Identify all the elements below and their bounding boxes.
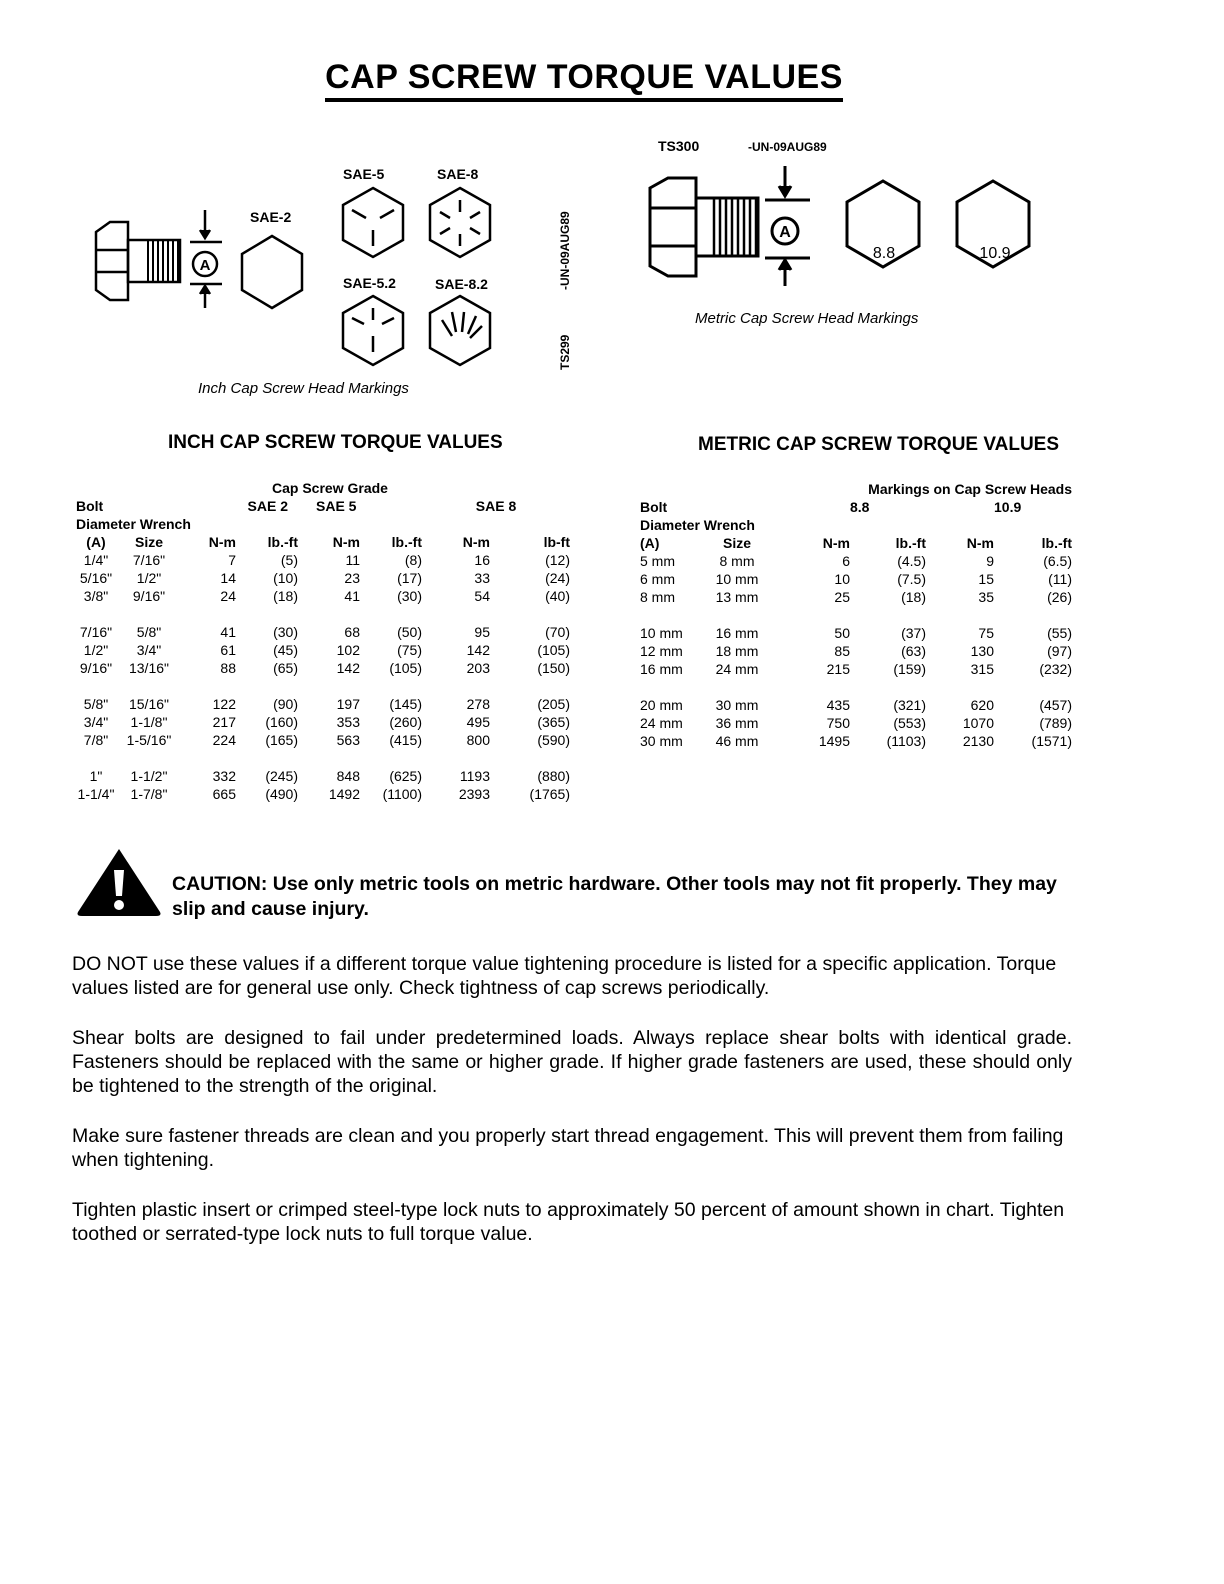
table-cell: 102 (336, 642, 360, 658)
table-cell: 1/4" (83, 552, 109, 568)
table-group-spacer (640, 606, 1072, 624)
table-row (76, 587, 570, 605)
metric-markings-caption: Metric Cap Screw Head Markings (695, 310, 919, 327)
ts300-code: TS300 (658, 138, 700, 154)
inch-column-header: N-m (332, 534, 360, 550)
inch-torque-table (76, 479, 570, 803)
table-row (640, 642, 1072, 660)
inch-a-label: A (199, 257, 211, 274)
table-cell: 41 (220, 624, 236, 640)
table-cell: (365) (537, 714, 570, 730)
metric-column-header: lb.-ft (1041, 535, 1072, 551)
table-cell: 5/16" (79, 570, 113, 586)
inch-column-header: lb-ft (543, 534, 570, 550)
table-cell: 5/8" (83, 696, 109, 712)
sae8-label: SAE-8 (437, 166, 479, 182)
table-cell: 33 (474, 570, 490, 586)
table-cell: (159) (893, 661, 926, 677)
table-cell: 1-1/8" (130, 714, 168, 730)
table-cell: 9 (986, 553, 994, 569)
table-cell: 24 (220, 588, 236, 604)
table-cell: 75 (978, 625, 994, 641)
table-cell: 142 (336, 660, 360, 676)
table-cell: 9/16" (132, 588, 166, 604)
sae2-label: SAE-2 (250, 209, 292, 225)
table-cell: 620 (970, 697, 994, 713)
table-cell: 25 (834, 589, 850, 605)
table-cell: 30 mm (640, 733, 683, 749)
table-cell: 122 (212, 696, 236, 712)
table-cell: (232) (1039, 661, 1072, 677)
metric-torque-table (640, 480, 1072, 750)
table-cell: (63) (901, 643, 926, 659)
table-cell: 2393 (458, 786, 490, 802)
table-cell: 7/16" (79, 624, 113, 640)
table-cell: (11) (1048, 571, 1072, 587)
metric-88-label: 8.8 (872, 245, 896, 262)
table-cell: 1" (89, 768, 103, 784)
table-cell: 5 mm (640, 553, 675, 569)
table-cell: 11 (345, 552, 360, 568)
metric-88-header: 8.8 (850, 499, 870, 515)
metric-column-header: N-m (822, 535, 850, 551)
metric-109-header: 10.9 (994, 499, 1022, 515)
table-row (640, 570, 1072, 588)
inch-bolt-header: Bolt (76, 498, 104, 514)
metric-column-header: lb.-ft (895, 535, 926, 551)
sae82-hex-icon (430, 296, 490, 365)
table-group-spacer (76, 605, 570, 623)
table-row (640, 660, 1072, 678)
inch-markings-caption: Inch Cap Screw Head Markings (198, 380, 409, 397)
sae52-hex-icon (343, 296, 403, 365)
sae5-hex-icon (343, 188, 403, 257)
table-cell: (8) (404, 552, 422, 568)
table-cell: 1-1/4" (77, 786, 115, 802)
table-cell: 18 mm (715, 643, 759, 659)
sae2-hex-icon (242, 236, 302, 308)
table-cell: 8 mm (640, 589, 675, 605)
table-cell: 68 (344, 624, 360, 640)
table-cell: 13 mm (715, 589, 759, 605)
metric-table-heading: METRIC CAP SCREW TORQUE VALUES (698, 434, 1060, 455)
table-cell: 24 mm (640, 715, 683, 731)
table-row (640, 624, 1072, 642)
inch-column-header: (A) (86, 534, 106, 550)
table-cell: 9/16" (79, 660, 113, 676)
table-row (640, 696, 1072, 714)
table-cell: 203 (466, 660, 490, 676)
table-cell: 41 (344, 588, 360, 604)
table-cell: (1765) (529, 786, 570, 802)
table-cell: 1/2" (83, 642, 109, 658)
table-cell: 1/2" (136, 570, 162, 586)
table-cell: 16 mm (640, 661, 683, 677)
metric-diameter-wrench-header: Diameter Wrench (640, 517, 755, 533)
table-cell: 3/8" (83, 588, 109, 604)
metric-bolt-header: Bolt (640, 499, 668, 515)
table-row (76, 641, 570, 659)
table-cell: 6 (842, 553, 850, 569)
table-cell: 197 (336, 696, 360, 712)
table-cell: (150) (537, 660, 570, 676)
table-cell: 36 mm (715, 715, 759, 731)
table-cell: 1070 (962, 715, 994, 731)
inch-column-header: N-m (208, 534, 236, 550)
table-group-spacer (76, 749, 570, 767)
table-cell: (5) (280, 552, 298, 568)
table-group-spacer (76, 677, 570, 695)
inch-table-heading: INCH CAP SCREW TORQUE VALUES (168, 432, 503, 453)
table-cell: (7.5) (897, 571, 926, 587)
table-cell: (490) (265, 786, 298, 802)
metric-markings-heading: Markings on Cap Screw Heads (868, 481, 1072, 497)
table-cell: 24 mm (715, 661, 759, 677)
table-cell: 563 (336, 732, 360, 748)
table-cell: (625) (389, 768, 422, 784)
table-cell: (45) (273, 642, 298, 658)
table-cell: (90) (273, 696, 298, 712)
table-cell: 1492 (328, 786, 360, 802)
table-cell: 6 mm (640, 571, 675, 587)
metric-109-label: 10.9 (979, 245, 1011, 262)
table-cell: (260) (389, 714, 422, 730)
inch-sae8-header: SAE 8 (475, 498, 517, 514)
table-cell: (4.5) (897, 553, 926, 569)
table-cell: (24) (545, 570, 570, 586)
table-cell: 10 mm (640, 625, 683, 641)
table-cell: 315 (970, 661, 994, 677)
paragraph-4: Tighten plastic insert or crimped steel-type lock nuts to approximately 50 percent of amount shown in chart. Tighten toothed or serrated-type lock nuts to full torque value. (72, 1199, 1065, 1245)
table-cell: 7/8" (83, 732, 109, 748)
table-cell: 85 (834, 643, 850, 659)
table-cell: 278 (466, 696, 490, 712)
table-cell: (75) (397, 642, 422, 658)
table-cell: (105) (389, 660, 422, 676)
inch-bolt-head-icon (96, 222, 128, 300)
table-cell: 5/8" (136, 624, 162, 640)
table-cell: 35 (978, 589, 994, 605)
paragraph-1: DO NOT use these values if a different torque value tightening procedure is listed for a specific application. Torque values listed are for general use only. Check tightness of cap screws periodically. (72, 953, 1057, 999)
inch-sae5-header: SAE 5 (316, 498, 357, 514)
metric-a-label: A (779, 224, 791, 241)
table-cell: 130 (970, 643, 994, 659)
table-cell: (40) (545, 588, 570, 604)
table-cell: 665 (212, 786, 236, 802)
table-cell: 46 mm (715, 733, 759, 749)
table-cell: 848 (336, 768, 360, 784)
inch-grade-heading: Cap Screw Grade (272, 480, 388, 496)
inch-column-header: lb.-ft (267, 534, 298, 550)
table-cell: 435 (826, 697, 850, 713)
table-cell: 800 (466, 732, 490, 748)
metric-column-header: (A) (640, 535, 660, 551)
table-cell: (65) (273, 660, 298, 676)
table-cell: 224 (212, 732, 236, 748)
metric-bolt-head-icon (650, 178, 696, 276)
table-cell: (165) (265, 732, 298, 748)
table-row (76, 569, 570, 587)
table-cell: 50 (834, 625, 850, 641)
table-cell: 1193 (459, 768, 490, 784)
sae5-label: SAE-5 (343, 166, 385, 182)
table-cell: (50) (397, 624, 422, 640)
caution-text: CAUTION: Use only metric tools on metric hardware. Other tools may not fit properly. They may slip and cause injury. (172, 873, 1057, 920)
inch-column-header: Size (134, 534, 163, 550)
table-cell: 7 (228, 552, 236, 568)
inch-column-header: lb.-ft (391, 534, 422, 550)
table-cell: (415) (389, 732, 422, 748)
metric-column-header: N-m (966, 535, 994, 551)
table-cell: 217 (212, 714, 236, 730)
table-cell: 13/16" (128, 660, 169, 676)
warning-triangle-icon (76, 846, 162, 918)
ts299-code: TS299 (558, 334, 572, 370)
sae8-hex-icon (430, 188, 490, 257)
metric-column-header: Size (722, 535, 751, 551)
table-cell: (26) (1047, 589, 1072, 605)
table-cell: (1571) (1031, 733, 1072, 749)
table-cell: (97) (1047, 643, 1072, 659)
inch-diameter-wrench-header: Diameter Wrench (76, 516, 191, 532)
table-cell: 16 (474, 552, 490, 568)
table-cell: (553) (893, 715, 926, 731)
table-cell: (1103) (886, 733, 926, 749)
table-cell: 16 mm (715, 625, 759, 641)
page-title (0, 58, 1168, 97)
inch-head-markings-figure (90, 160, 560, 380)
paragraph-3: Make sure fastener threads are clean and you properly start thread engagement. This will prevent them from failing when tightening. (72, 1125, 1064, 1171)
table-cell: (18) (273, 588, 298, 604)
table-row (76, 551, 570, 569)
table-row (76, 731, 570, 749)
table-cell: 1-5/16" (126, 732, 172, 748)
table-cell: (12) (545, 552, 570, 568)
table-cell: 15 (978, 571, 994, 587)
table-row (76, 713, 570, 731)
table-row (76, 623, 570, 641)
table-cell: 353 (336, 714, 360, 730)
table-row (640, 588, 1072, 606)
table-row (76, 659, 570, 677)
table-cell: 14 (220, 570, 236, 586)
table-cell: (590) (537, 732, 570, 748)
sae82-label: SAE-8.2 (435, 276, 488, 292)
table-cell: (70) (545, 624, 570, 640)
table-cell: 88 (220, 660, 236, 676)
table-cell: (880) (537, 768, 570, 784)
table-row (76, 785, 570, 803)
table-cell: 30 mm (715, 697, 759, 713)
metric-figure-ref: -UN-09AUG89 (748, 140, 827, 154)
table-cell: (160) (265, 714, 298, 730)
table-cell: 7/16" (132, 552, 166, 568)
table-cell: 23 (344, 570, 360, 586)
table-cell: 10 mm (715, 571, 759, 587)
table-cell: (6.5) (1043, 553, 1072, 569)
table-cell: (55) (1047, 625, 1072, 641)
table-row (640, 714, 1072, 732)
table-cell: 95 (474, 624, 490, 640)
table-cell: 750 (826, 715, 850, 731)
table-cell: 1495 (818, 733, 850, 749)
table-row (640, 732, 1072, 750)
table-cell: (145) (389, 696, 422, 712)
metric-head-markings-figure (640, 158, 1050, 293)
table-cell: 3/4" (136, 642, 162, 658)
page-title-text: CAP SCREW TORQUE VALUES (325, 58, 843, 102)
table-cell: 15/16" (128, 696, 169, 712)
table-cell: 495 (466, 714, 490, 730)
table-cell: (10) (273, 570, 298, 586)
table-cell: (17) (397, 570, 422, 586)
table-cell: 10 (834, 571, 850, 587)
table-cell: 142 (466, 642, 490, 658)
table-cell: (1100) (382, 786, 422, 802)
table-cell: 20 mm (640, 697, 683, 713)
table-cell: 332 (212, 768, 236, 784)
table-cell: (18) (901, 589, 926, 605)
table-cell: 61 (220, 642, 236, 658)
table-cell: (37) (901, 625, 926, 641)
paragraph-2: Shear bolts are designed to fail under predetermined loads. Always replace shear bolts with identical grade. Fasteners should be replaced with the same or higher grade. If higher grade fasteners are used, these should only be tightened to the strength of the original. (72, 1027, 1072, 1097)
inch-column-header: N-m (462, 534, 490, 550)
table-cell: 2130 (962, 733, 994, 749)
table-cell: (245) (265, 768, 298, 784)
table-cell: (105) (537, 642, 570, 658)
inch-sae2-header: SAE 2 (247, 498, 288, 514)
table-cell: (789) (1039, 715, 1072, 731)
table-row (640, 552, 1072, 570)
table-row (76, 695, 570, 713)
table-cell: 215 (826, 661, 850, 677)
table-cell: 12 mm (640, 643, 683, 659)
table-cell: 1-1/2" (130, 768, 168, 784)
sae52-label: SAE-5.2 (343, 275, 396, 291)
table-cell: 3/4" (83, 714, 109, 730)
table-cell: (457) (1039, 697, 1072, 713)
table-cell: 1-7/8" (130, 786, 168, 802)
table-cell: (205) (537, 696, 570, 712)
table-cell: (321) (893, 697, 926, 713)
table-group-spacer (640, 678, 1072, 696)
table-row (76, 767, 570, 785)
table-cell: 54 (474, 588, 490, 604)
table-cell: (30) (273, 624, 298, 640)
inch-figure-ref: -UN-09AUG89 (558, 211, 572, 290)
table-cell: 8 mm (719, 553, 755, 569)
table-cell: (30) (397, 588, 422, 604)
